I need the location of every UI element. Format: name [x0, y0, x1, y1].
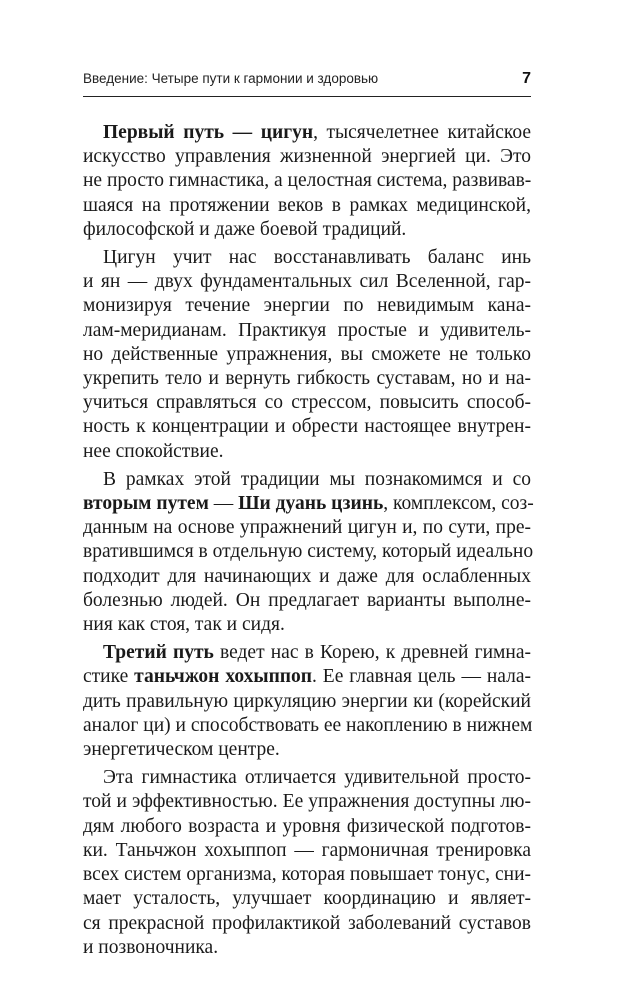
text-line: но действенные упражнения, вы сможете не только [83, 343, 531, 365]
text-line: дить правильную циркуляцию энергии ки (корейский [83, 690, 531, 712]
text-line: лам-меридианам. Практикуя простые и удивитель- [83, 319, 531, 341]
text-run: , тысячелетнее китайское [313, 122, 531, 143]
text-line: нее спокойствие. [83, 440, 224, 462]
text-line: вратившимся в отдельную систему, который идеально [83, 541, 534, 563]
text-line: ся прекрасной профилактикой заболеваний суставов [83, 912, 531, 934]
text-line [83, 641, 531, 665]
text-line: ки. Таньчжон хохыппоп — гармоничная тренировка [83, 839, 531, 861]
text-run: , комплексом, соз- [383, 493, 534, 515]
text-line: дям любого возраста и уровня физической подготов- [83, 815, 531, 837]
body-text [83, 121, 534, 960]
text-run: — [208, 493, 239, 515]
bold-term: Первый путь — цигун [103, 122, 314, 143]
text-run: . Ее главная цель — нала- [312, 666, 531, 688]
text-line: Эта гимнастика отличается удивительной просто- [103, 767, 531, 789]
paragraph [83, 246, 531, 464]
text-line: шаяся на протяжении веков в рамках медицинской, [83, 194, 531, 216]
paragraph [83, 641, 531, 762]
bold-term: Третий путь [103, 642, 214, 664]
text-line [83, 121, 531, 145]
running-title: Введение: Четыре пути к гармонии и здоровью [83, 71, 379, 86]
text-line: ния как стоя, так и сидя. [83, 614, 285, 636]
running-header [83, 70, 531, 97]
text-line [83, 492, 534, 516]
text-run: ведет нас в Корею, к древней гимна- [213, 642, 531, 664]
text-line: данным на основе упражнений цигун и, по сути, пре- [83, 517, 531, 539]
text-line: подходит для начинающих и даже для ослабленных [83, 565, 531, 587]
paragraph [83, 468, 534, 637]
text-line: аналог ци) и способствовать ее накоплению в нижнем [83, 714, 533, 736]
text-line: монизируя течение энергии по невидимым кана- [83, 295, 531, 317]
text-line: Цигун учит нас восстанавливать баланс инь [103, 247, 531, 269]
paragraph [83, 121, 531, 242]
text-line: болезнью людей. Он предлагает варианты выполне- [83, 589, 531, 611]
text-line: укрепить тело и вернуть гибкость суставам, но и на- [83, 368, 531, 390]
text-line: учиться справляться со стрессом, повысить способ- [83, 392, 531, 414]
bold-term: вторым путем [83, 493, 209, 515]
text-line: ность к концентрации и обрести настоящее внутрен- [83, 416, 531, 438]
bold-term: таньчжон хохыппоп [134, 666, 313, 688]
text-line: всех систем организма, которая повышает тонус, сни- [83, 864, 531, 886]
text-line: и ян — двух фундаментальных сил Вселенной, гар- [83, 271, 531, 293]
text-line: искусство управления жизненной энергией ци. Это [83, 146, 531, 168]
text-line [83, 665, 531, 689]
text-line: той и эффективностью. Ее упражнения доступны лю- [83, 791, 531, 813]
text-line: мает усталость, улучшает координацию и являет- [83, 888, 531, 910]
text-line: и позвоночника. [83, 936, 219, 958]
text-run: стике [83, 666, 135, 688]
bold-term: Ши дуань цзинь [238, 493, 384, 515]
page-number: 7 [522, 70, 531, 87]
text-line: энергетическом центре. [83, 739, 280, 761]
text-line: философской и даже боевой традиций. [83, 218, 407, 240]
text-line: не просто гимнастика, а целостная система, развивав- [83, 170, 532, 192]
text-line: В рамках этой традиции мы познакомимся и со [103, 468, 531, 490]
paragraph [83, 766, 531, 960]
